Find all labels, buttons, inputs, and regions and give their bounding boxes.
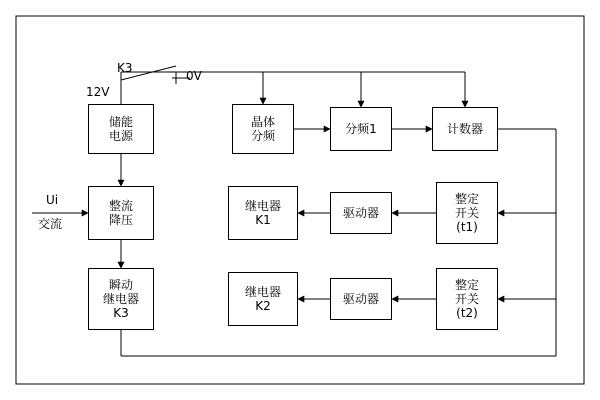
label-0v: 0V [186,69,202,83]
box-divider-1 [330,107,392,151]
box-line: 电源 [108,129,133,143]
box-line: 分频 [250,129,275,143]
box-rectify-stepdown [88,186,154,240]
box-line: 继电器 [244,285,281,299]
box-line: 整流 [108,199,133,213]
box-instant-relay-k3 [88,268,154,330]
box-counter [432,107,498,151]
box-driver-2 [330,278,392,320]
box-line: 继电器 [244,199,281,213]
box-line: 晶体 [250,115,275,129]
box-setting-switch-t2 [436,268,498,330]
label-k3: K3 [117,61,133,75]
box-line: (t2) [456,306,478,320]
label-ac: 交流 [38,217,63,231]
label-ui: Ui [46,193,59,207]
box-line: 驱动器 [342,206,379,220]
box-line: 储能 [108,115,133,129]
box-energy-storage-power [88,104,154,154]
box-line: 开关 [454,292,479,306]
box-driver-1 [330,192,392,234]
box-crystal-divider [232,104,294,154]
box-relay-k1 [228,186,298,240]
box-line: K2 [255,299,271,313]
box-line: 驱动器 [342,292,379,306]
box-line: 分频1 [345,122,377,136]
label-12v: 12V [86,85,110,99]
box-line: (t1) [456,220,478,234]
box-line: 整定 [454,192,479,206]
box-line: 继电器 [102,292,139,306]
box-line: 开关 [454,206,479,220]
box-line: K1 [255,213,271,227]
box-line: K3 [113,306,129,320]
box-line: 瞬动 [108,278,133,292]
box-relay-k2 [228,272,298,326]
box-line: 计数器 [446,122,483,136]
box-line: 整定 [454,278,479,292]
box-line: 降压 [108,213,133,227]
box-setting-switch-t1 [436,182,498,244]
